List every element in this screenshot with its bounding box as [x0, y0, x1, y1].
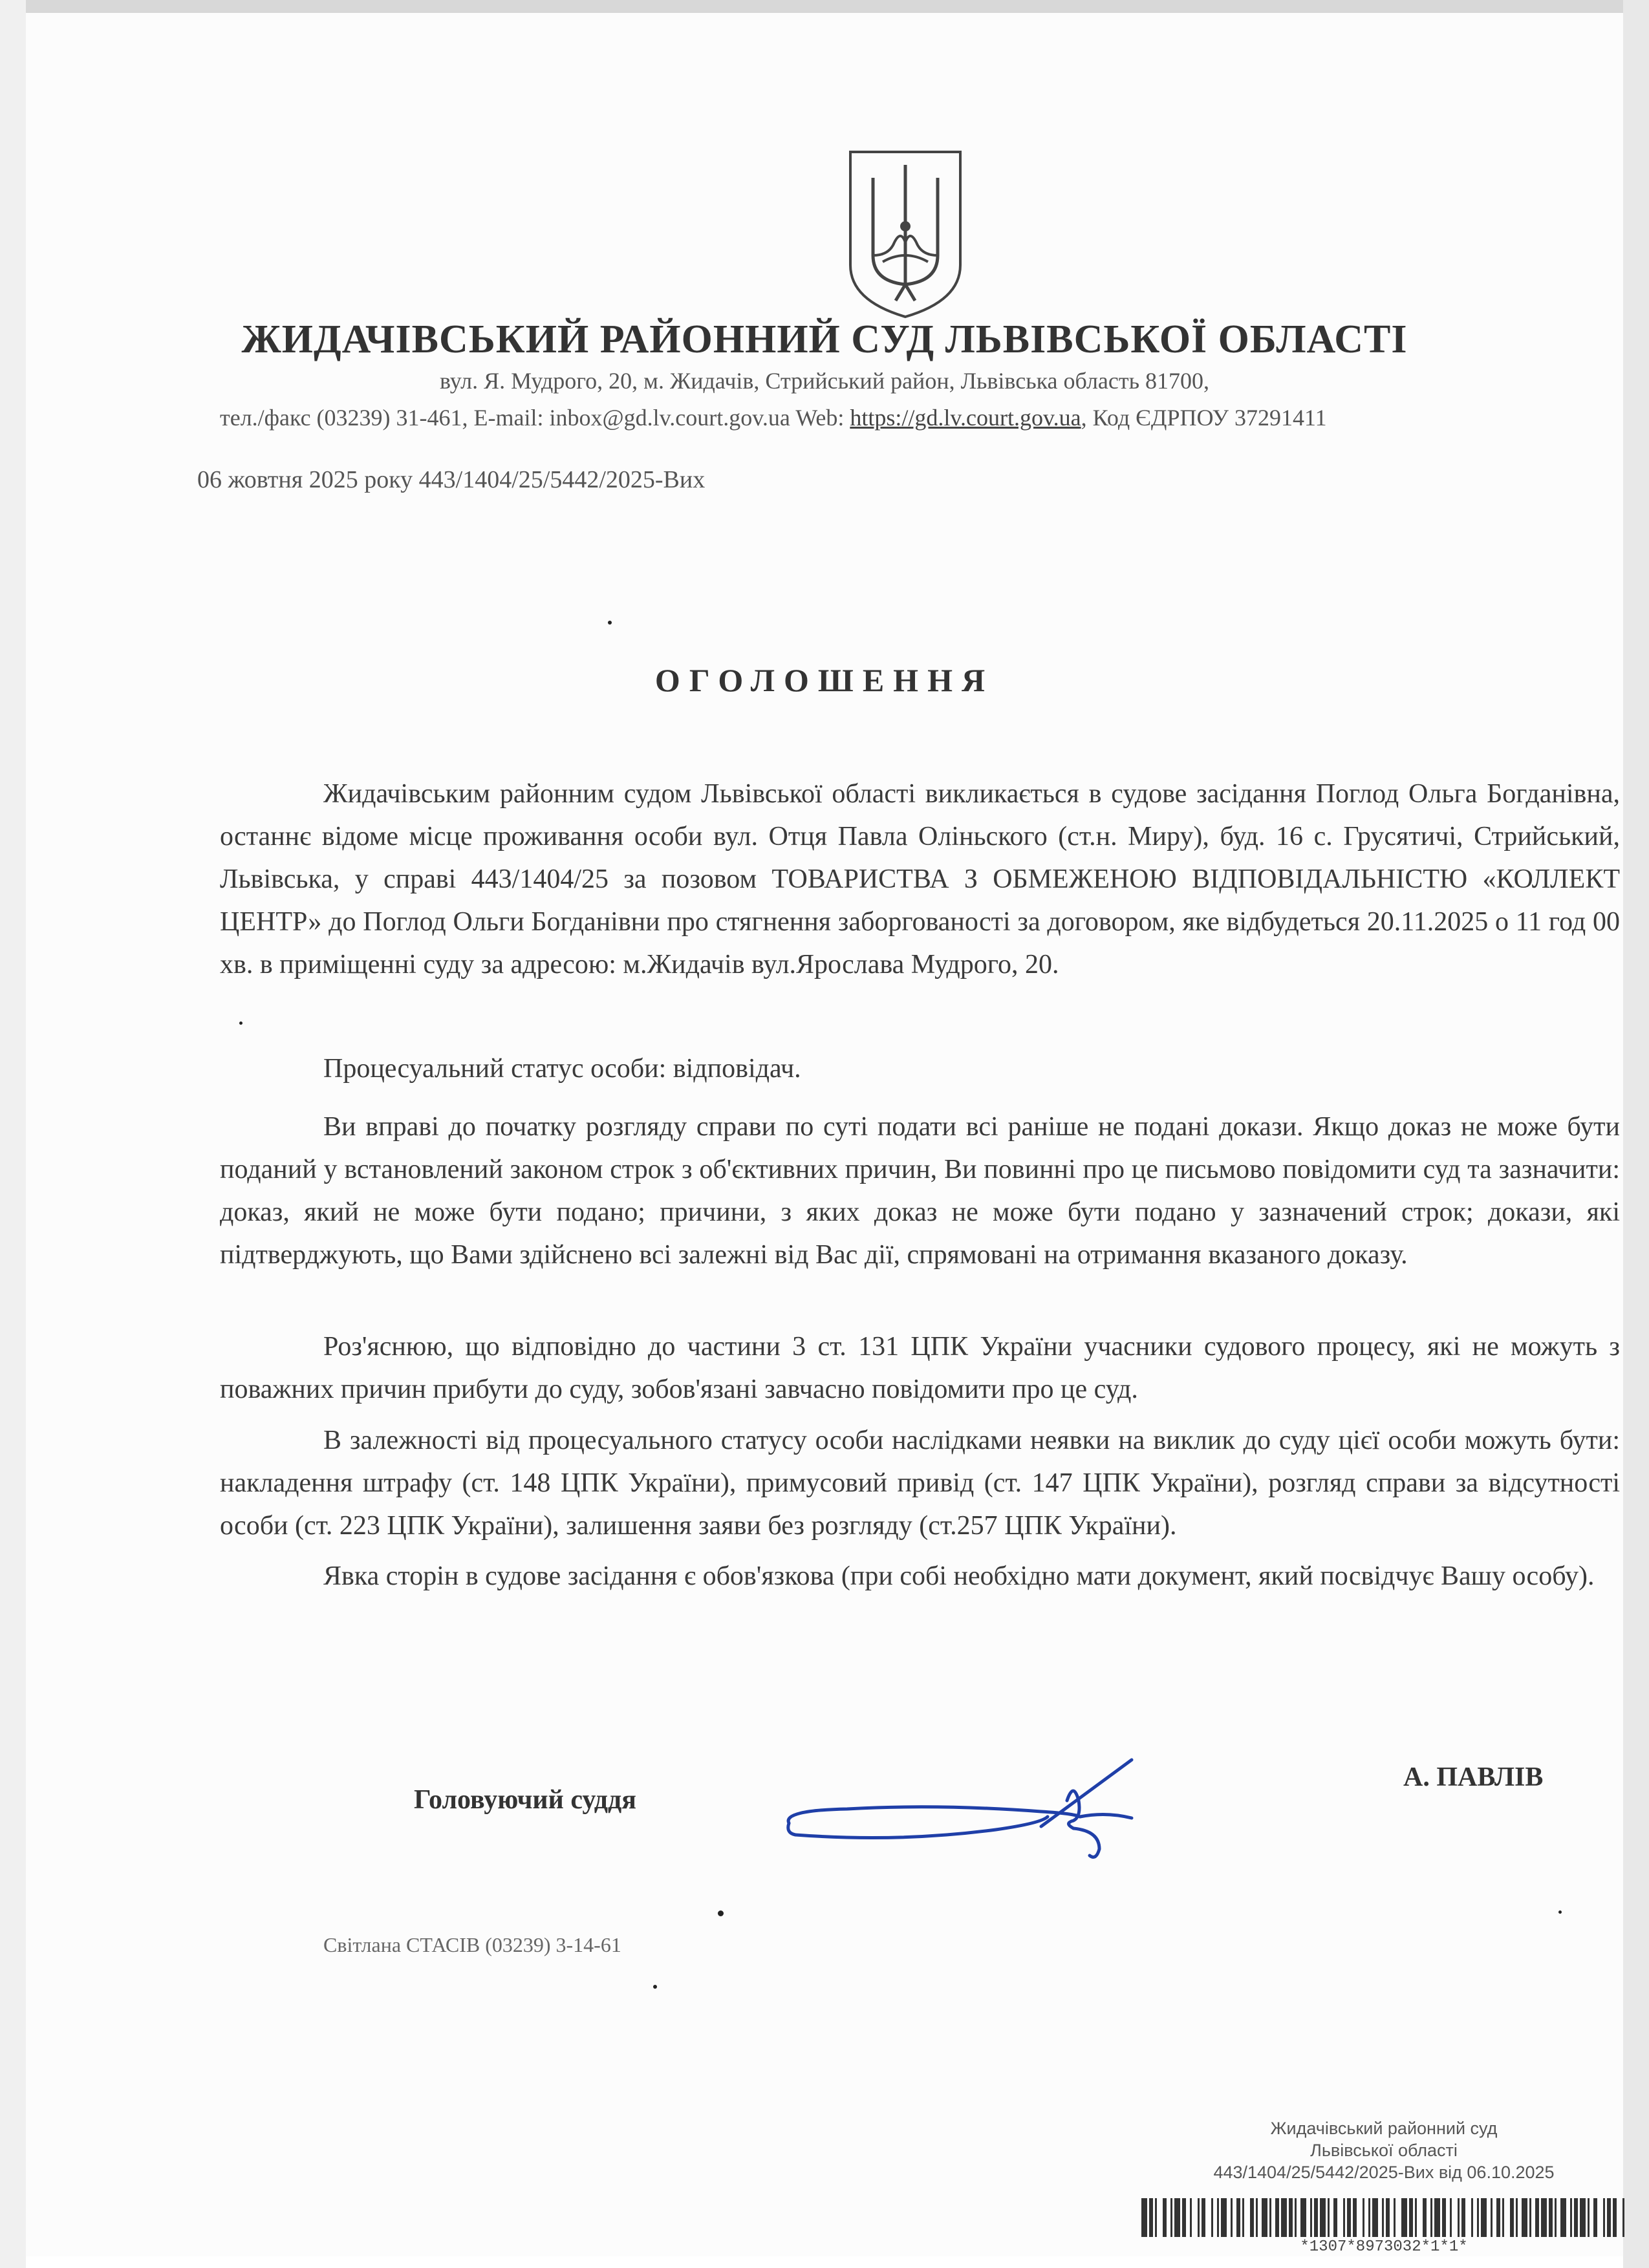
paragraph-text: Явка сторін в судове засідання є обов'язкова (при собі необхідно мати документ, який посвідчує Вашу особу). — [323, 1561, 1595, 1591]
barcode-bar — [1202, 2198, 1205, 2237]
barcode-bar — [1295, 2198, 1297, 2237]
barcode-bar — [1320, 2198, 1326, 2237]
paragraph-explanation — [220, 1325, 1620, 1411]
barcode-bar — [1310, 2198, 1312, 2237]
barcode-bar — [1502, 2198, 1504, 2237]
paragraph-text: Роз'яснюю, що відповідно до частини 3 ст. 131 ЦПК України учасники судового процесу, які не можуть з поважних причин прибути до суду, зобов'язані завчасно повідомити про це суд. — [220, 1332, 1620, 1404]
contacts-prefix: тел./факс (03239) 31-461, E-mail: inbox@gd.lv.court.gov.ua Web: — [220, 405, 850, 431]
barcode-bar — [1141, 2198, 1147, 2237]
barcode-bar — [1163, 2198, 1167, 2237]
court-name: ЖИДАЧІВСЬКИЙ РАЙОННИЙ СУД ЛЬВІВСЬКОЇ ОБЛАСТІ — [241, 317, 1408, 361]
barcode-bar — [1613, 2198, 1617, 2237]
barcode-bar — [1198, 2198, 1200, 2237]
barcode-bar — [1522, 2198, 1527, 2237]
barcode-bar — [1535, 2198, 1539, 2237]
barcode-bar — [1458, 2198, 1460, 2237]
barcode-bar — [1289, 2198, 1293, 2237]
barcode-bar — [1430, 2198, 1432, 2237]
barcode-bar — [1593, 2198, 1597, 2237]
barcode-number: *1307*8973032*1*1* — [1300, 2238, 1468, 2256]
scan-speck — [1558, 1910, 1562, 1914]
barcode-bar — [1262, 2198, 1267, 2237]
barcode-bar — [1560, 2198, 1566, 2237]
barcode — [1138, 2198, 1630, 2237]
executor-contact: Світлана СТАСІВ (03239) 3-14-61 — [323, 1933, 621, 1956]
barcode-bar — [1386, 2198, 1390, 2237]
paragraph-status — [220, 1047, 1620, 1090]
barcode-bar — [1529, 2198, 1531, 2237]
barcode-bar — [1221, 2198, 1227, 2237]
coat-of-arms-icon — [844, 145, 967, 320]
handwritten-signature — [770, 1752, 1158, 1862]
barcode-bar — [1170, 2198, 1172, 2237]
barcode-bar — [1275, 2198, 1279, 2237]
barcode-bar — [1574, 2198, 1578, 2237]
barcode-bar — [1477, 2198, 1479, 2237]
barcode-bar — [1450, 2198, 1452, 2237]
barcode-bar — [1333, 2198, 1337, 2237]
barcode-bar — [1461, 2198, 1465, 2237]
paragraph-text: Процесуальний статус особи: відповідач. — [323, 1054, 801, 1084]
barcode-bar — [1149, 2198, 1153, 2237]
scan-edge-top — [0, 0, 1649, 13]
barcode-bar — [1607, 2198, 1611, 2237]
paragraph-evidence — [220, 1106, 1620, 1276]
page-title: ОГОЛОШЕННЯ — [654, 662, 995, 698]
scan-speck — [653, 1985, 657, 1989]
barcode-bar — [1622, 2198, 1624, 2237]
barcode-bar — [1442, 2198, 1446, 2237]
barcode-bar — [1382, 2198, 1384, 2237]
barcode-bar — [1496, 2198, 1500, 2237]
barcode-bar — [1353, 2198, 1357, 2237]
signature-title: Головуючий суддя — [414, 1785, 636, 1815]
barcode-bar — [1314, 2198, 1318, 2237]
paragraph-text: Жидачівським районним судом Львівської області викликається в судове засідання Поглод Ольга Богданівна, останнє відоме місце проживання особи вул. Отця Павла Оліньского (ст.н. Миру), буд. 16 с. Грусятичі, Стрийський, Львівська, у справі 443/1404/25 за позовом ТОВАРИСТВА З ОБМЕЖЕНОЮ ВІДПОВІДАЛЬНІСТЮ «КОЛЛЕКТ ЦЕНТР» до Поглод Ольги Богданівни про стягнення заборгованості за договором, яке відбудеться 20.11.2025 о 11 год 00 хв. в приміщенні суду за адресою: м.Жидачів вул.Ярослава Мудрого, 20. — [220, 779, 1620, 979]
barcode-bar — [1347, 2198, 1351, 2237]
barcode-bar — [1415, 2198, 1417, 2237]
barcode-bar — [1481, 2198, 1487, 2237]
barcode-bar — [1343, 2198, 1345, 2237]
barcode-bar — [1423, 2198, 1427, 2237]
barcode-bar — [1211, 2198, 1213, 2237]
contacts-suffix: , Код ЄДРПОУ 37291411 — [1081, 405, 1327, 431]
barcode-bar — [1555, 2198, 1557, 2237]
barcode-bar — [1491, 2198, 1493, 2237]
stamp-line: Львівської області — [1310, 2141, 1458, 2160]
barcode-bar — [1250, 2198, 1254, 2237]
barcode-bar — [1570, 2198, 1572, 2237]
barcode-bar — [1256, 2198, 1258, 2237]
outgoing-number: 06 жовтня 2025 року 443/1404/25/5442/2025-Вих — [197, 466, 706, 493]
scan-edge-right — [1623, 0, 1649, 2268]
scan-speck — [718, 1910, 724, 1916]
paragraph-text: Ви вправі до початку розгляду справи по суті подати всі раніше не подані докази. Якщо доказ не може бути поданий у встановлений законом строк з об'єктивних причин, Ви повинні про це письмово повідомити суд та зазначити: доказ, який не може бути подано; причини, з яких доказ не може бути подано у зазначений строк; докази, які підтверджують, що Вами здійснено всі залежні від Вас дії, спрямовані на отримання вказаного доказу. — [220, 1112, 1620, 1270]
document-page — [26, 13, 1623, 2256]
paragraph-consequences — [220, 1419, 1620, 1547]
barcode-bar — [1174, 2198, 1180, 2237]
barcode-bar — [1510, 2198, 1514, 2237]
barcode-bar — [1603, 2198, 1605, 2237]
barcode-bar — [1394, 2198, 1396, 2237]
stamp-line: Жидачівський районний суд — [1270, 2119, 1498, 2138]
judge-name: А. ПАВЛІВ — [1403, 1762, 1544, 1792]
barcode-bar — [1516, 2198, 1518, 2237]
scan-speck — [608, 621, 612, 625]
barcode-bar — [1236, 2198, 1240, 2237]
barcode-bar — [1549, 2198, 1553, 2237]
court-contacts — [220, 404, 1513, 431]
barcode-bar — [1155, 2198, 1157, 2237]
barcode-bar — [1217, 2198, 1219, 2237]
paragraph-text: В залежності від процесуального статусу особи наслідками неявки на виклик до суду цієї особи можуть бути: накладення штрафу (ст. 148 ЦПК України), примусовий привід (ст. 147 ЦПК України), розгляд справи за відсутності особи (ст. 223 ЦПК України), залишення заяви без розгляду (ст.257 ЦПК України). — [220, 1426, 1620, 1541]
barcode-bar — [1328, 2198, 1330, 2237]
scan-edge-left — [0, 0, 26, 2268]
registration-stamp — [1183, 2117, 1584, 2183]
paragraph-summons — [220, 773, 1620, 986]
barcode-bar — [1434, 2198, 1440, 2237]
barcode-bar — [1409, 2198, 1413, 2237]
barcode-bar — [1363, 2198, 1364, 2237]
paragraph-attendance — [220, 1555, 1620, 1598]
barcode-bar — [1182, 2198, 1186, 2237]
barcode-bar — [1281, 2198, 1287, 2237]
barcode-bar — [1190, 2198, 1192, 2237]
barcode-bar — [1580, 2198, 1586, 2237]
barcode-bar — [1541, 2198, 1547, 2237]
barcode-bar — [1401, 2198, 1407, 2237]
stamp-line: 443/1404/25/5442/2025-Вих від 06.10.2025 — [1213, 2163, 1555, 2182]
website-link[interactable]: https://gd.lv.court.gov.ua — [850, 405, 1081, 431]
barcode-bar — [1300, 2198, 1306, 2237]
barcode-bar — [1368, 2198, 1370, 2237]
barcode-bar — [1269, 2198, 1271, 2237]
barcode-bar — [1372, 2198, 1378, 2237]
barcode-bar — [1471, 2198, 1473, 2237]
barcode-bar — [1242, 2198, 1244, 2237]
scan-speck — [239, 1022, 242, 1025]
barcode-bar — [1231, 2198, 1233, 2237]
barcode-bar — [1588, 2198, 1590, 2237]
court-address: вул. Я. Мудрого, 20, м. Жидачів, Стрийський район, Львівська область 81700, — [439, 368, 1210, 394]
